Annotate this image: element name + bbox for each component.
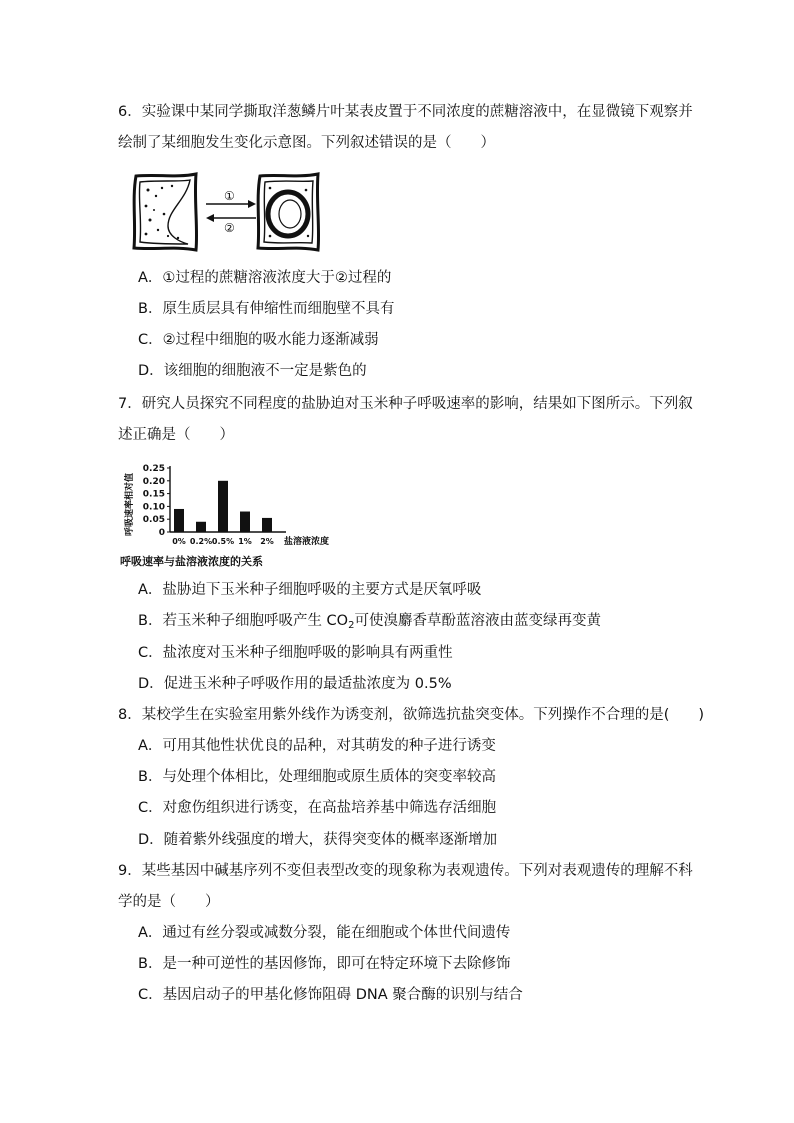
- q6-stem-line2: 绘制了某细胞发生变化示意图。下列叙述错误的是（ ）: [118, 135, 495, 151]
- co2-subscript: 2: [348, 620, 355, 631]
- chart-title: 呼吸速率与盐溶液浓度的关系: [120, 555, 263, 568]
- respiration-bar-chart: [118, 462, 358, 572]
- q7-option-a: A．盐胁迫下玉米种子细胞呼吸的主要方式是厌氧呼吸: [138, 582, 482, 598]
- y-tick-label: 0.20: [142, 476, 165, 487]
- x-tick-label: 0%: [172, 537, 186, 546]
- bar: [218, 481, 228, 532]
- x-tick-label: 1%: [238, 537, 252, 546]
- q6-option-d: D．该细胞的细胞液不一定是紫色的: [138, 363, 367, 379]
- q7-stem-line2: 述正确是（ ）: [118, 427, 234, 443]
- q6-option-a: A．①过程的蔗糖溶液浓度大于②过程的: [138, 270, 392, 286]
- q8-option-d: D．随着紫外线强度的增大，获得突变体的概率逐渐增加: [138, 832, 498, 848]
- x-tick-label: 2%: [260, 537, 274, 546]
- bar: [240, 512, 250, 532]
- q6-option-b: B．原生质层具有伸缩性而细胞壁不具有: [138, 301, 395, 317]
- q7-option-b-part2: 可使溴麝香草酚蓝溶液由蓝变绿再变黄: [354, 613, 601, 629]
- q7-option-c: C．盐浓度对玉米种子细胞呼吸的影响具有两重性: [138, 645, 453, 661]
- q9-option-a: A．通过有丝分裂或减数分裂，能在细胞或个体世代间遗传: [138, 925, 511, 941]
- q9-option-b: B．是一种可逆性的基因修饰，即可在特定环境下去除修饰: [138, 956, 511, 972]
- q7-option-d: D．促进玉米种子呼吸作用的最适盐浓度为 0.5%: [138, 676, 452, 692]
- arrow-1-label: ①: [224, 189, 235, 203]
- x-tick-label: 0.2%: [189, 537, 213, 546]
- y-tick-label: 0: [158, 528, 165, 538]
- bar: [196, 522, 206, 532]
- q8-option-a: A．可用其他性状优良的品种，对其萌发的种子进行诱变: [138, 738, 496, 754]
- chart-xlabel: 盐溶液浓度: [284, 537, 330, 547]
- y-tick-label: 0.10: [142, 502, 165, 513]
- y-tick-label: 0.25: [142, 464, 165, 474]
- q9-stem-line1: 9．某些基因中碱基序列不变但表型改变的现象称为表观遗传。下列对表观遗传的理解不科: [118, 863, 693, 879]
- bar: [262, 518, 272, 532]
- q6-stem-line1: 6．实验课中某同学撕取洋葱鳞片叶某表皮置于不同浓度的蔗糖溶液中，在显微镜下观察并: [118, 104, 693, 120]
- bar: [174, 509, 184, 532]
- q8-option-b: B．与处理个体相比，处理细胞或原生质体的突变率较高: [138, 769, 496, 785]
- chart-ylabel: 呼吸速率相对值: [125, 472, 135, 536]
- q9-stem-line2: 学的是（ ）: [118, 894, 220, 910]
- q7-stem-line1: 7．研究人员探究不同程度的盐胁迫对玉米种子呼吸速率的影响，结果如下图所示。下列叙: [118, 396, 693, 412]
- q8-option-c: C．对愈伤组织进行诱变，在高盐培养基中筛选存活细胞: [138, 800, 497, 816]
- q7-option-b-part1: B．若玉米种子细胞呼吸产生 CO: [138, 613, 349, 629]
- q6-cell-figure: [128, 170, 328, 254]
- q9-option-c: C．基因启动子的甲基化修饰阻碍 DNA 聚合酶的识别与结合: [138, 987, 523, 1003]
- x-tick-label: 0.5%: [211, 537, 235, 546]
- q8-stem-line1: 8．某校学生在实验室用紫外线作为诱变剂，欲筛选抗盐突变体。下列操作不合理的是( ): [118, 707, 705, 723]
- q7-option-b: [138, 611, 601, 636]
- q6-option-c: C．②过程中细胞的吸水能力逐渐减弱: [138, 332, 379, 348]
- y-tick-label: 0.15: [142, 489, 165, 500]
- y-tick-label: 0.05: [142, 515, 165, 526]
- arrow-2-label: ②: [224, 221, 235, 235]
